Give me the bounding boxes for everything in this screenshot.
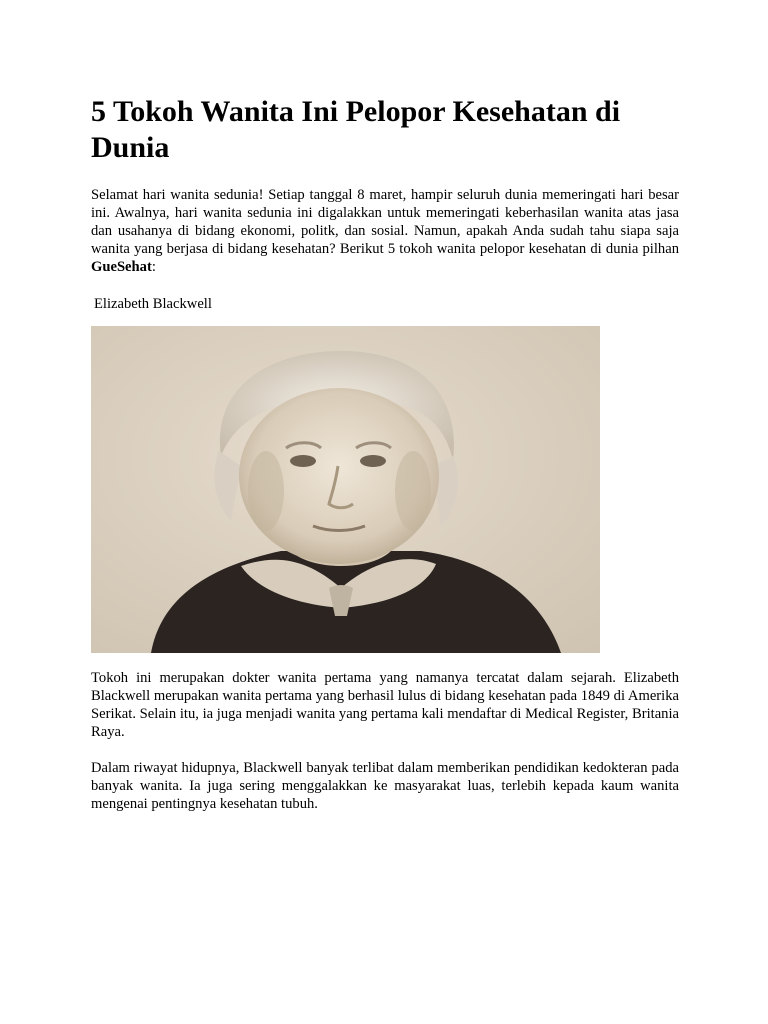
bio-paragraph-1: Tokoh ini merupakan dokter wanita pertama yang namanya tercatat dalam sejarah. Elizabeth Blackwell merupakan wanita pertama yang berhasil lulus di bidang kesehatan pada 1849 di Amerika Serikat. Selain itu, ia juga menjadi wanita yang pertama kali mendaftar di Medical Register, Britania Raya.: [91, 670, 679, 740]
intro-colon: :: [151, 259, 156, 275]
intro-paragraph: [91, 186, 679, 276]
portrait-illustration: [91, 326, 600, 653]
intro-text: Selamat hari wanita sedunia! Setiap tanggal 8 maret, hampir seluruh dunia memeringati hari besar ini. Awalnya, hari wanita sedunia ini digalakkan untuk memeringati keberhasilan wanita atas jasa dan usahanya di bidang ekonomi, politk, dan sosial. Namun, apakah Anda sudah tahu siapa saja wanita yang berjasa di bidang kesehatan? Berikut 5 tokoh wanita pelopor kesehatan di dunia pilhan: [91, 187, 679, 257]
document-page: [91, 94, 679, 813]
bio-paragraph-2: Dalam riwayat hidupnya, Blackwell banyak terlibat dalam memberikan pendidikan kedokteran pada banyak wanita. Ia juga sering menggalakkan ke masyarakat luas, terlebih kepada kaum wanita mengenai pentingnya kesehatan tubuh.: [91, 760, 679, 812]
person-name: Elizabeth Blackwell: [94, 296, 212, 312]
brand-name: GueSehat: [91, 259, 152, 275]
article-title: 5 Tokoh Wanita Ini Pelopor Kesehatan di Dunia: [91, 95, 621, 164]
portrait-photo: [91, 326, 600, 653]
